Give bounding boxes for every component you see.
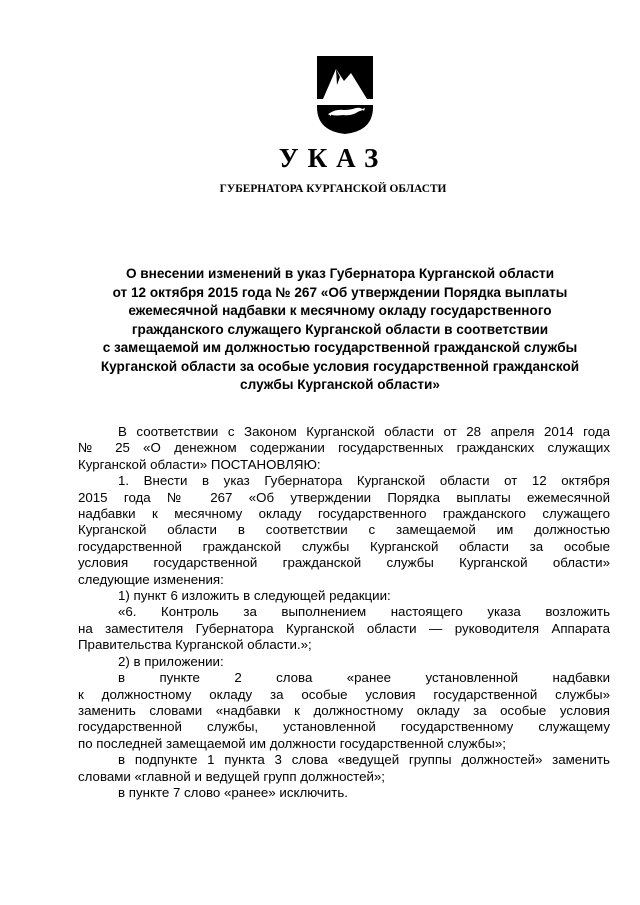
body-line: в пункте 7 слово «ранее» исключить. xyxy=(118,784,348,800)
heading-line: от 12 октября 2015 года № 267 «Об утверждении Порядка выплаты xyxy=(112,284,568,300)
heading-line: О внесении изменений в указ Губернатора Курганской области xyxy=(125,266,555,281)
body-line: заменить словами «надбавки к должностному окладу за особые условия xyxy=(78,702,610,718)
issuing-authority: ГУБЕРНАТОРА КУРГАНСКОЙ ОБЛАСТИ xyxy=(219,183,447,195)
heading-line: ежемесячной надбавки к месячному окладу государственного xyxy=(128,303,552,318)
body-line: на заместителя Губернатора Курганской области — руководителя Аппарата xyxy=(78,620,610,636)
emblem-icon xyxy=(316,55,374,135)
heading-line: службы Курганской области» xyxy=(240,377,440,392)
body-line: Правительства Курганской области.»; xyxy=(78,637,312,653)
body-line: «6. Контроль за выполнением настоящего указа возложить xyxy=(118,604,610,620)
body-line: Курганской области» ПОСТАНОВЛЯЮ: xyxy=(78,456,321,472)
body-line: 2) в приложении: xyxy=(118,653,224,669)
body-line: словами «главной и ведущей групп должностей»; xyxy=(78,768,386,784)
body-line: государственной гражданской службы Курганской области за особые xyxy=(78,538,610,554)
body-line: надбавки к месячному окладу государственного гражданского служащего xyxy=(78,506,610,522)
body-line: 2015 года № 267 «Об утверждении Порядка выплаты ежемесячной xyxy=(78,489,610,505)
body-line: по последней замещаемой им должности государственной службы»; xyxy=(78,735,506,751)
heading-line: с замещаемой им должностью государственной гражданской службы xyxy=(102,340,578,355)
body-line: условия государственной гражданской службы Курганской области» xyxy=(78,555,610,571)
document-type-title: УКАЗ xyxy=(278,143,388,173)
body-line: В соответствии с Законом Курганской области от 28 апреля 2014 года xyxy=(118,424,610,439)
decree-heading xyxy=(64,265,616,395)
body-line: 1) пункт 6 изложить в следующей редакции: xyxy=(118,588,391,604)
body-line: государственной службы, установленной государственному служащему xyxy=(78,719,610,735)
body-line: в подпункте 1 пункта 3 слова «ведущей группы должностей» заменить xyxy=(118,752,610,768)
body-line: Курганской области в соответствии с замещаемой им должностью xyxy=(78,522,610,538)
body-line: в пункте 2 слова «ранее установленной надбавки xyxy=(118,670,610,686)
body-line: 1. Внести в указ Губернатора Курганской области от 12 октября xyxy=(118,473,610,489)
heading-line: гражданского служащего Курганской области в соответствии xyxy=(131,321,549,337)
decree-body xyxy=(78,424,610,801)
body-line: следующие изменения: xyxy=(78,571,224,587)
body-line: к должностному окладу за особые условия государственной службы» xyxy=(78,686,610,702)
heading-line: Курганской области за особые условия государственной гражданской xyxy=(100,358,580,374)
coat-of-arms-shield xyxy=(317,56,373,134)
body-line: № 25 «О денежном содержании государственных гражданских служащих xyxy=(78,440,610,456)
